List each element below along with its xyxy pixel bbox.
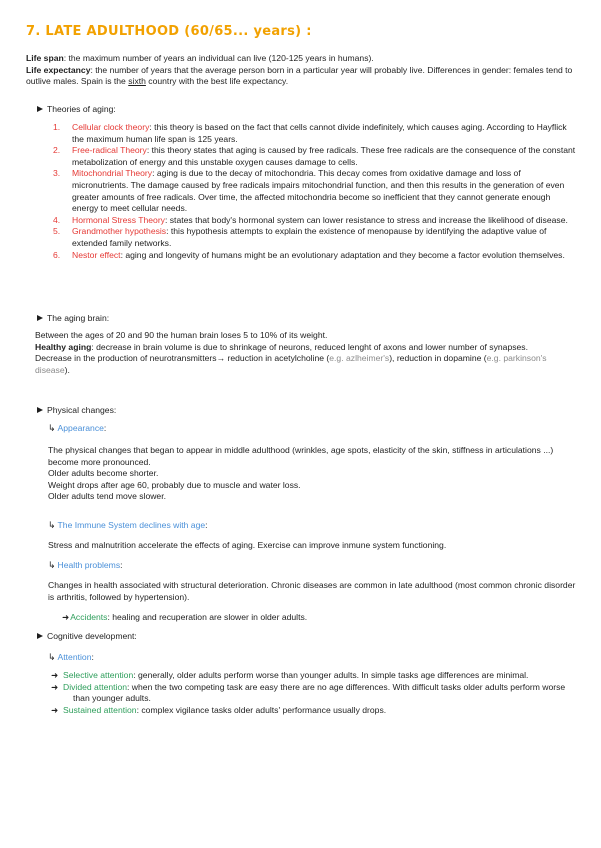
hook-arrow-icon: ↳ <box>48 652 56 662</box>
closing-paren: ). <box>64 364 70 375</box>
theory-label: Hormonal Stress Theory <box>72 214 165 225</box>
parkinson-example: e.g. parkinson's disease <box>35 353 547 375</box>
immune-subheading <box>48 520 208 532</box>
life-expectancy-text: : the number of years that the average person born in a particular year will probably live. Differences in gender: females tend to outlive males. Spain is the <box>26 64 573 87</box>
life-expectancy-definition <box>26 65 578 88</box>
theory-label: Mitochondrial Theory <box>72 168 153 179</box>
accidents-line <box>62 612 577 624</box>
acetylcholine-text: reduction in acetylcholine ( <box>225 353 330 364</box>
theory-label: Nestor effect <box>72 249 121 260</box>
intro-section <box>26 53 578 88</box>
attention-item-label: Divided attention <box>63 681 128 692</box>
theory-number: 4. <box>53 214 61 225</box>
healthy-aging-label: Healthy aging <box>35 341 92 352</box>
neurotransmitter-text: Decrease in the production of neurotransmitters <box>35 353 217 364</box>
immune-label: The Immune System declines with age <box>57 520 206 530</box>
underlined-word: sixth <box>128 76 146 87</box>
attention-item-text: : complex vigilance tasks older adults' performance usually drops. <box>136 704 387 715</box>
theories-heading <box>37 104 116 116</box>
brain-weight-line: Between the ages of 20 and 90 the human brain loses 5 to 10% of its weight. <box>35 330 328 340</box>
life-expectancy-label: Life expectancy <box>26 64 91 75</box>
cognitive-heading <box>37 631 137 643</box>
theory-number: 6. <box>53 249 61 260</box>
page-title: 7. LATE ADULTHOOD (60/65... years) : <box>26 24 312 39</box>
life-expectancy-text-end: country with the best life expectancy. <box>145 76 289 87</box>
attention-label: Attention <box>57 652 92 662</box>
attention-item: ➜ Sustained attention: complex vigilance tasks older adults' performance usually drops. <box>51 704 387 715</box>
theory-label: Cellular clock theory <box>72 122 150 132</box>
attention-item: ➜ Selective attention: generally, older adults perform worse than younger adults. In simple tasks age differences are minimal. <box>51 670 529 680</box>
healthy-aging-line <box>35 342 580 354</box>
dopamine-text: ), reduction in dopamine ( <box>389 353 487 364</box>
hook-arrow-icon: ↳ <box>48 560 56 570</box>
health-subheading <box>48 560 123 572</box>
theory-item <box>53 122 578 145</box>
theory-item <box>53 250 578 262</box>
theory-item <box>53 226 578 249</box>
triangle-bullet-icon <box>37 633 43 639</box>
immune-colon: : <box>205 520 208 530</box>
physical-heading-text: Physical changes: <box>47 405 117 415</box>
right-arrow-icon: → <box>216 353 226 364</box>
attention-item: ➜ Divided attention: when the two competing task are easy there are no age differences. With difficult tasks older adults perform worse than younger adults. <box>51 681 566 704</box>
attention-item-label: Selective attention <box>63 670 134 680</box>
theories-list <box>53 122 578 261</box>
theory-number: 1. <box>53 122 61 132</box>
appearance-section <box>48 445 580 503</box>
immune-text: Stress and malnutrition accelerate the effects of aging. Exercise can improve inmune system functioning. <box>48 540 447 550</box>
theory-text: : aging is due to the decay of mitochondria. This decay comes from oxidative damage and loss of micronutrients. The damage caused by free radicals impairs mitochondrial function, and then this results in the generation of even greater amounts of free radicals. Over time, the affected mitochondria become so inefficient that they cannot generate enough energy to meet cellular needs. <box>72 168 565 214</box>
theory-text: : this theory is based on the fact that cells cannot divide indefinitely, which causes aging. According to Hayflick the maximum human life span is 125 years. <box>72 122 567 144</box>
appearance-line: Weight drops after age 60, probably due to muscle and water loss. <box>48 479 301 490</box>
attention-item-text: : when the two competing task are easy there are no age differences. With difficult tasks older adults perform worse than younger adults. <box>73 681 566 704</box>
accidents-label: Accidents <box>70 612 108 622</box>
theory-label: Grandmother hypothesis <box>72 226 167 237</box>
attention-subheading <box>48 652 94 664</box>
health-text: Changes in health associated with structural deterioration. Chronic diseases are common in late adulthood (most common chronic disorder is arthritis, followed by hypertension). <box>48 580 576 602</box>
neurotransmitter-line <box>35 353 580 376</box>
triangle-bullet-icon <box>37 407 43 413</box>
appearance-label: Appearance <box>57 423 104 433</box>
theory-text: : aging and longevity of humans might be an evolutionary adaptation and they become a factor evolution themselves. <box>120 249 565 260</box>
accidents-text: : healing and recuperation are slower in older adults. <box>107 612 308 622</box>
lifespan-text: : the maximum number of years an individual can live (120-125 years in humans). <box>63 53 374 63</box>
lifespan-label: Life span <box>26 53 64 63</box>
appearance-line: Older adults tend move slower. <box>48 491 166 502</box>
theory-number: 3. <box>53 168 61 179</box>
brain-heading-text: The aging brain: <box>47 313 110 323</box>
theory-text: : this theory states that aging is caused by free radicals. These free radicals are the consequence of the constant metabolization of energy and this unstable oxygen causes damage to cells. <box>72 145 576 167</box>
theory-label: Free-radical Theory <box>72 145 147 156</box>
attention-list <box>51 670 580 716</box>
attention-colon: : <box>91 652 94 662</box>
cognitive-heading-text: Cognitive development: <box>47 631 137 641</box>
hook-arrow-icon: ↳ <box>48 423 56 433</box>
brain-heading <box>37 313 109 325</box>
hook-arrow-icon: ↳ <box>48 520 56 530</box>
theory-number: 2. <box>53 145 61 156</box>
theory-item <box>53 168 578 214</box>
theory-number: 5. <box>53 226 61 237</box>
triangle-bullet-icon <box>37 315 43 321</box>
theory-item <box>53 145 578 168</box>
theory-item <box>53 215 578 227</box>
attention-item-label: Sustained attention <box>63 704 137 715</box>
theory-text: : this hypothesis attempts to explain the existence of menopause by identifying the adaptive value of extended family networks. <box>72 226 547 248</box>
triangle-bullet-icon <box>37 106 43 112</box>
health-label: Health problems <box>57 560 121 570</box>
appearance-colon: : <box>103 423 107 433</box>
attention-item-text: : generally, older adults perform worse than younger adults. In simple tasks age differences are minimal. <box>133 670 529 680</box>
theories-heading-text: Theories of aging: <box>47 104 116 114</box>
theory-text: : states that body's hormonal system can lower resistance to stress and increase the likelihood of disease. <box>164 214 568 225</box>
brain-section <box>35 330 580 376</box>
health-colon: : <box>120 560 123 570</box>
appearance-subheading <box>48 423 106 435</box>
healthy-aging-text: : decrease in brain volume is due to shrinkage of neurons, reduced lenght of axons and lower number of synapses. <box>91 341 528 352</box>
lifespan-definition <box>26 53 578 65</box>
alzheimer-example: e.g. azlheimer's <box>329 353 390 364</box>
right-arrow-icon: ➜ <box>62 612 70 622</box>
appearance-line: Older adults become shorter. <box>48 468 159 479</box>
physical-heading <box>37 405 116 417</box>
appearance-line: The physical changes that began to appear in middle adulthood (wrinkles, age spots, elasticity of the skin, stiffness in articulations ...) become more pronounced. <box>48 445 554 467</box>
